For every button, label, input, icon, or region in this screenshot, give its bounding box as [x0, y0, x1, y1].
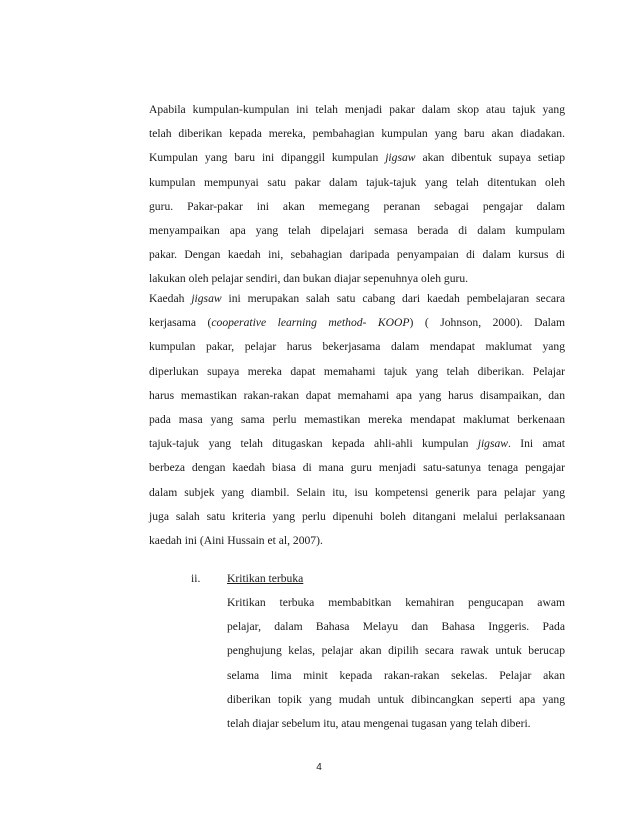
- text-line: penghujung kelas, pelajar akan dipilih secara rawak untuk berucap: [227, 644, 565, 658]
- text-line: berbeza dengan kaedah biasa di mana guru menjadi satu-satunya tenaga pengajar: [149, 461, 565, 475]
- text-line: kerjasama (cooperative learning method- KOOP) ( Johnson, 2000). Dalam: [149, 316, 565, 330]
- list-item-title: Kritikan terbuka: [227, 572, 304, 585]
- text-line: selama lima minit kepada rakan-rakan sekelas. Pelajar akan: [227, 668, 565, 682]
- text-line: kumpulan pakar, pelajar harus bekerjasama dalam mendapat maklumat yang: [149, 340, 565, 354]
- text-line: Apabila kumpulan-kumpulan ini telah menjadi pakar dalam skop atau tajuk yang: [149, 103, 565, 116]
- text-line: guru. Pakar-pakar ini akan memegang peranan sebagai pengajar dalam: [149, 199, 565, 213]
- text-line: harus memastikan rakan-rakan dapat memahami apa yang harus disampaikan, dan: [149, 388, 565, 402]
- text-line: pakar. Dengan kaedah ini, sebahagian daripada penyampaian di dalam kursus di: [149, 248, 565, 262]
- paragraph-open-critique: [227, 591, 565, 736]
- text-line: pada masa yang sama perlu memastikan mereka mendapat maklumat berkenaan: [149, 413, 565, 427]
- text-line: tajuk-tajuk yang telah ditugaskan kepada ahli-ahli kumpulan jigsaw. Ini amat: [149, 437, 566, 451]
- text-line: pelajar, dalam Bahasa Melayu dan Bahasa Inggeris. Pada: [227, 620, 565, 634]
- text-line: kaedah ini (Aini Hussain et al, 2007).: [149, 534, 323, 548]
- list-item-number: ii.: [191, 572, 201, 585]
- text-line: telah diberikan kepada mereka, pembahagian kumpulan yang baru akan diadakan.: [149, 127, 565, 141]
- text-line: lakukan oleh pelajar sendiri, dan bukan diajar sepenuhnya oleh guru.: [149, 272, 469, 286]
- paragraph-jigsaw-method: [149, 287, 565, 553]
- text-line: telah diajar sebelum itu, atau mengenai tugasan yang telah diberi.: [227, 717, 531, 731]
- text-line: diberikan topik yang mudah untuk dibincangkan seperti apa yang: [227, 692, 565, 706]
- text-line: diperlukan supaya mereka dapat memahami tajuk yang telah diberikan. Pelajar: [149, 364, 565, 378]
- text-line: juga salah satu kriteria yang perlu dipenuhi boleh ditangani melalui perlaksanaan: [149, 509, 565, 523]
- text-line: Kumpulan yang baru ini dipanggil kumpulan jigsaw akan dibentuk supaya setiap: [149, 151, 565, 165]
- text-line: dalam subjek yang diambil. Selain itu, isu kompetensi generik para pelajar yang: [149, 485, 565, 499]
- paragraph-jigsaw-groups: [149, 98, 565, 292]
- page-number: 4: [316, 762, 322, 773]
- text-line: Kaedah jigsaw ini merupakan salah satu cabang dari kaedah pembelajaran secara: [149, 292, 565, 305]
- text-line: menyampaikan apa yang telah dipelajari semasa berada di dalam kumpulam: [149, 224, 565, 238]
- text-line: Kritikan terbuka membabitkan kemahiran pengucapan awam: [227, 596, 565, 609]
- text-line: kumpulan mempunyai satu pakar dalam tajuk-tajuk yang telah ditentukan oleh: [149, 175, 565, 189]
